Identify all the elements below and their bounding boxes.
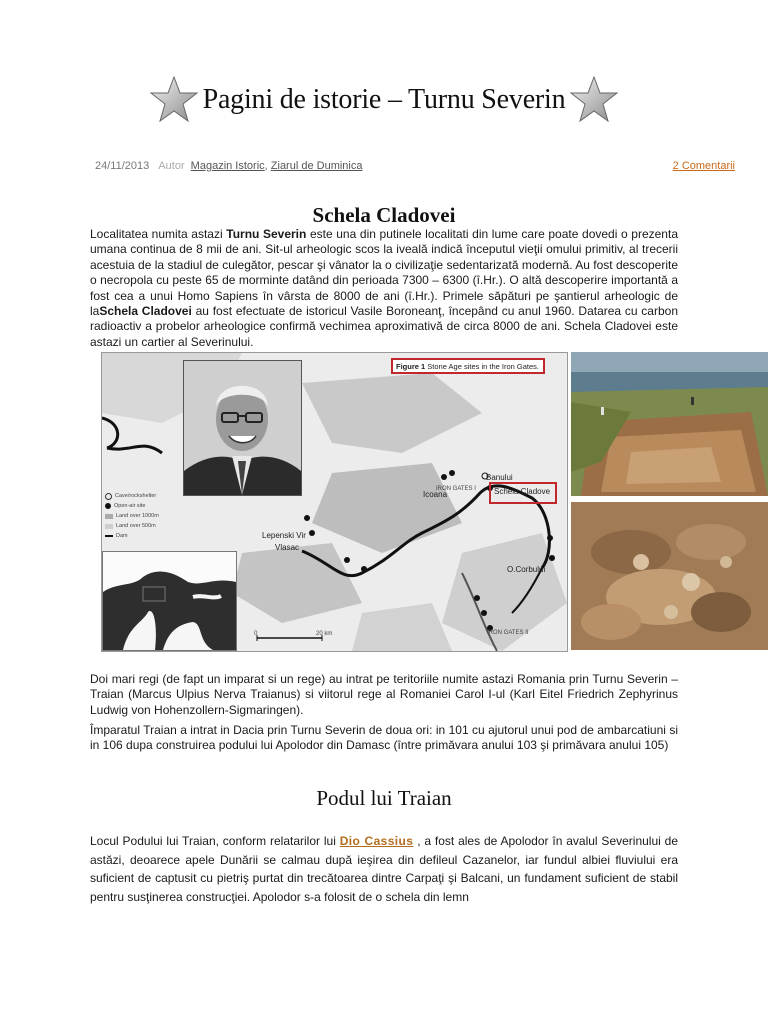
legend-label: Land over 500m bbox=[116, 523, 156, 529]
paragraph-schela-cladovei bbox=[90, 227, 678, 350]
map-label-banului: Banului bbox=[486, 473, 513, 482]
legend-item bbox=[105, 521, 165, 531]
author-label: Autor bbox=[158, 160, 185, 172]
skeleton-remains-photo bbox=[571, 502, 768, 650]
legend-label: Open-air site bbox=[114, 503, 146, 509]
map-label-iron-gates-2: IRON GATES II bbox=[487, 630, 529, 636]
map-scale-zero: 0 bbox=[254, 631, 258, 637]
star-icon bbox=[149, 75, 199, 125]
figure-number: Figure 1 bbox=[396, 362, 426, 371]
category-link-ziarul-de-duminica[interactable]: Ziarul de Duminica bbox=[270, 160, 363, 172]
text-span: , a fost ales de Apolodor în avalul Severinului de astăzi, deoarece apele Dunării se calmau după ieşirea din defileul Cazanelor, iar fundul albiei fluviului era suficient de captusit cu pietriş purtat din trecătoarea dintre Carpaţi şi Balcani, un fundament suficient de stabil pentru susţinerea construcţiei. Apolodor s-a folosit de o schela din lemn bbox=[90, 834, 678, 904]
comments-link[interactable]: 2 Comentarii bbox=[672, 160, 735, 172]
map-legend bbox=[105, 491, 165, 541]
post-meta: 24/11/2013 Autor Magazin Istoric, Ziarul de Duminica 2 Comentarii bbox=[95, 160, 735, 172]
category-link-magazin-istoric[interactable]: Magazin Istoric bbox=[190, 160, 265, 172]
text-span: au fost efectuate de istoricul Vasile Boroneanţ, începând cu anul 1960. Datarea cu carbon radioactiv a probelor arheologice confirmă vechimea aproximativă de circa 8000 de ani. Schela Cladovei este astazi un cartier al Severinului. bbox=[90, 304, 678, 349]
paragraph-kings: Doi mari regi (de fapt un imparat si un rege) au intrat pe teritoriile numite astazi Romania prin Turnu Severin – Traian (Marcus Ulpius Nerva Traianus) si viitorul rege al Romaniei Carol I-ul (Karl Eitel Friedrich Zephyrinus Ludwig von Hohenzollern-Sigmaringen). bbox=[90, 672, 678, 717]
legend-item bbox=[105, 531, 165, 541]
figure-caption-label bbox=[391, 358, 545, 374]
post-date: 24/11/2013 bbox=[95, 160, 150, 172]
legend-label: Dam bbox=[116, 533, 128, 539]
section-heading-podul-lui-traian: Podul lui Traian bbox=[316, 786, 452, 810]
legend-label: Land over 1000m bbox=[116, 513, 159, 519]
text-span: Localitatea numita astazi bbox=[90, 227, 227, 241]
page-title: Pagini de istorie – Turnu Severin bbox=[202, 84, 566, 115]
bold-turnu-severin: Turnu Severin bbox=[226, 227, 307, 241]
map-label-lepenski-vir: Lepenski Vir bbox=[262, 531, 306, 540]
legend-item bbox=[105, 501, 165, 511]
star-icon bbox=[569, 75, 619, 125]
page-header bbox=[0, 70, 768, 130]
map-label-vlasac: Vlasac bbox=[275, 543, 300, 552]
map-label-iron-gates-1: IRON GATES I bbox=[436, 486, 476, 492]
map-label-icoana: Icoana bbox=[423, 490, 448, 499]
figure-caption-text: Stone Age sites in the Iron Gates. bbox=[425, 362, 540, 371]
map-label-corbului: O.Corbului bbox=[507, 565, 546, 574]
section-heading-schela-cladovei: Schela Cladovei bbox=[312, 203, 456, 227]
legend-item bbox=[105, 491, 165, 501]
map-label-schela-cladove: Schela Cladove bbox=[494, 487, 551, 496]
bold-schela-cladovei: Schela Cladovei bbox=[99, 304, 192, 319]
text-span: Locul Podului lui Traian, conform relatarilor lui bbox=[90, 834, 340, 848]
europe-inset-map bbox=[102, 551, 237, 651]
map-scale-20km: 20 km bbox=[316, 631, 333, 637]
paragraph-podul-lui-traian bbox=[90, 832, 678, 906]
text-span: este una din putinele localitati din lume care poate dovedi o prezenta umana continua de 8 mii de ani. Sit-ul arheologic scos la iveală indică începutul vieţii omului primitiv, al trecerii acestuia de la stadiul de culegător, pescar şi vânator la o civilizaţie sedentarizată modernă. Au fost descoperite o necropola cu peste 65 de morminte datând din perioada 7300 – 6300 (î.Hr.). O altă descoperire importantă a fost cea a unui Homo Sapiens în vârsta de 8000 de ani (î.Hr.). Primele săpături pe şantierul arheologic de la bbox=[90, 227, 678, 319]
legend-label: Cave/rockshelter bbox=[115, 493, 157, 499]
paragraph-traian-entry: Împaratul Traian a intrat in Dacia prin Turnu Severin de doua ori: in 101 cu ajutorul unui pod de ambarcatiuni si in 106 dupa construirea podului lui Apolodor din Damasc (între primăvara anului 103 şi primăvara anului 105) bbox=[90, 723, 678, 753]
excavation-site-photo bbox=[571, 352, 768, 496]
legend-item bbox=[105, 511, 165, 521]
portrait-photo bbox=[183, 360, 302, 496]
dio-cassius-link[interactable]: Dio Cassius bbox=[339, 834, 414, 848]
